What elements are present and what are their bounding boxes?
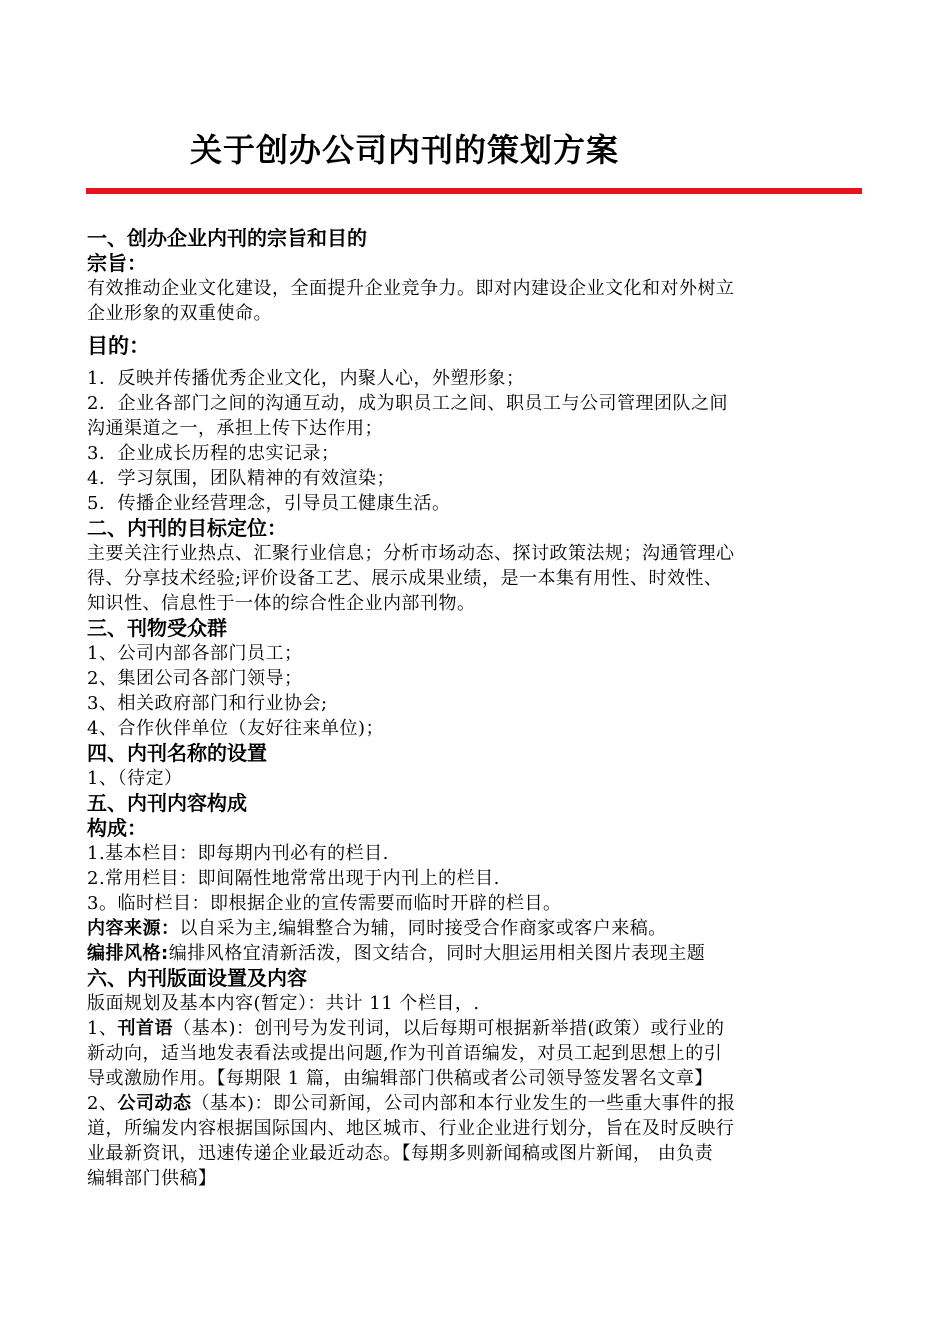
- section-5-heading: 五、内刊内容构成: [87, 791, 247, 815]
- audience-item: 3、相关政府部门和行业协会;: [87, 693, 328, 714]
- goal-line: 4．学习氛围，团队精神的有效渲染；: [87, 468, 395, 489]
- goal-line: 2．企业各部门之间的沟通互动，成为职员工之间、职员工与公司管理团队之间: [87, 393, 728, 414]
- section-1-heading: 一、创办企业内刊的宗旨和目的: [87, 226, 367, 250]
- purpose-label: 宗旨：: [87, 251, 147, 275]
- layout-style-text: 编排风格宜清新活泼，图文结合，同时大胆运用相关图片表现主题: [168, 943, 706, 964]
- purpose-line: 企业形象的双重使命。: [87, 303, 272, 324]
- title-underline-rule: [86, 188, 862, 194]
- column-item-1-label: 刊首语: [117, 1018, 173, 1039]
- positioning-line: 知识性、信息性于一体的综合性企业内部刊物。: [87, 593, 476, 614]
- layout-style-label: 编排风格:: [87, 943, 169, 964]
- column-item-2-prefix: 2、: [87, 1093, 118, 1114]
- column-item-1-line: 导或激励作用。【每期限 1 篇，由编辑部门供稿或者公司领导签发署名文章】: [87, 1068, 713, 1089]
- column-item-1-text: （基本)：创刊号为发刊词，以后每期可根据新举措(政策）或行业的: [172, 1018, 725, 1039]
- content-source-paragraph: [87, 916, 877, 941]
- purpose-line: 有效推动企业文化建设，全面提升企业竞争力。即对内建设企业文化和对外树立: [87, 278, 735, 299]
- column-item-2-first-line: [87, 1091, 877, 1116]
- layout-style-paragraph: [87, 941, 877, 966]
- positioning-line: 得、分享技术经验;评价设备工艺、展示成果业绩，是一本集有用性、时效性、: [87, 568, 723, 589]
- column-item-2-line: 道，所编发内容根据国际国内、地区城市、行业企业进行划分，旨在及时反映行: [87, 1118, 735, 1139]
- goal-line: 5．传播企业经营理念，引导员工健康生活。: [87, 493, 451, 514]
- goal-line: 1．反映并传播优秀企业文化，内聚人心，外塑形象；: [87, 368, 525, 389]
- column-item-2-line: 业最新资讯，迅速传递企业最近动态。【每期多则新闻稿或图片新闻， 由负责: [87, 1143, 714, 1164]
- goal-line: 沟通渠道之一，承担上传下达作用；: [87, 418, 383, 439]
- audience-item: 2、集团公司各部门领导；: [87, 668, 303, 689]
- column-item-1-first-line: [87, 1016, 877, 1041]
- content-source-label: 内容来源：: [87, 918, 180, 939]
- content-source-text: 以自采为主,编辑整合为辅，同时接受合作商家或客户来稿。: [179, 918, 667, 939]
- composition-label: 构成：: [87, 816, 147, 840]
- document-title: 关于创办公司内刊的策划方案: [190, 131, 620, 169]
- positioning-line: 主要关注行业热点、汇聚行业信息；分析市场动态、探讨政策法规；沟通管理心: [87, 543, 735, 564]
- audience-item: 4、合作伙伴单位（友好往来单位)；: [87, 718, 384, 739]
- section-6-heading: 六、内刊版面设置及内容: [87, 966, 307, 990]
- column-item-1-prefix: 1、: [87, 1018, 118, 1039]
- section-3-heading: 三、刊物受众群: [87, 616, 227, 640]
- document-body: [87, 226, 877, 1191]
- goal-line: 3．企业成长历程的忠实记录；: [87, 443, 340, 464]
- composition-line: 2.常用栏目：即间隔性地常常出现于内刊上的栏目.: [87, 868, 500, 889]
- column-item-2-line: 编辑部门供稿】: [87, 1168, 217, 1189]
- layout-intro: 版面规划及基本内容(暂定）：共计 11 个栏目，.: [87, 993, 480, 1014]
- section-2-heading: 二、内刊的目标定位：: [87, 516, 287, 540]
- composition-line: 1.基本栏目：即每期内刊必有的栏目.: [87, 843, 389, 864]
- name-setting-line: 1、（待定）: [87, 768, 183, 789]
- goals-label: 目的：: [87, 334, 150, 358]
- audience-item: 1、公司内部各部门员工；: [87, 643, 303, 664]
- column-item-1-line: 新动向，适当地发表看法或提出问题,作为刊首语编发，对员工起到思想上的引: [87, 1043, 723, 1064]
- composition-line: 3。临时栏目：即根据企业的宣传需要而临时开辟的栏目。: [87, 893, 562, 914]
- section-4-heading: 四、内刊名称的设置: [87, 741, 267, 765]
- column-item-2-label: 公司动态: [117, 1093, 192, 1114]
- column-item-2-text: （基本)：即公司新闻，公司内部和本行业发生的一些重大事件的报: [191, 1093, 736, 1114]
